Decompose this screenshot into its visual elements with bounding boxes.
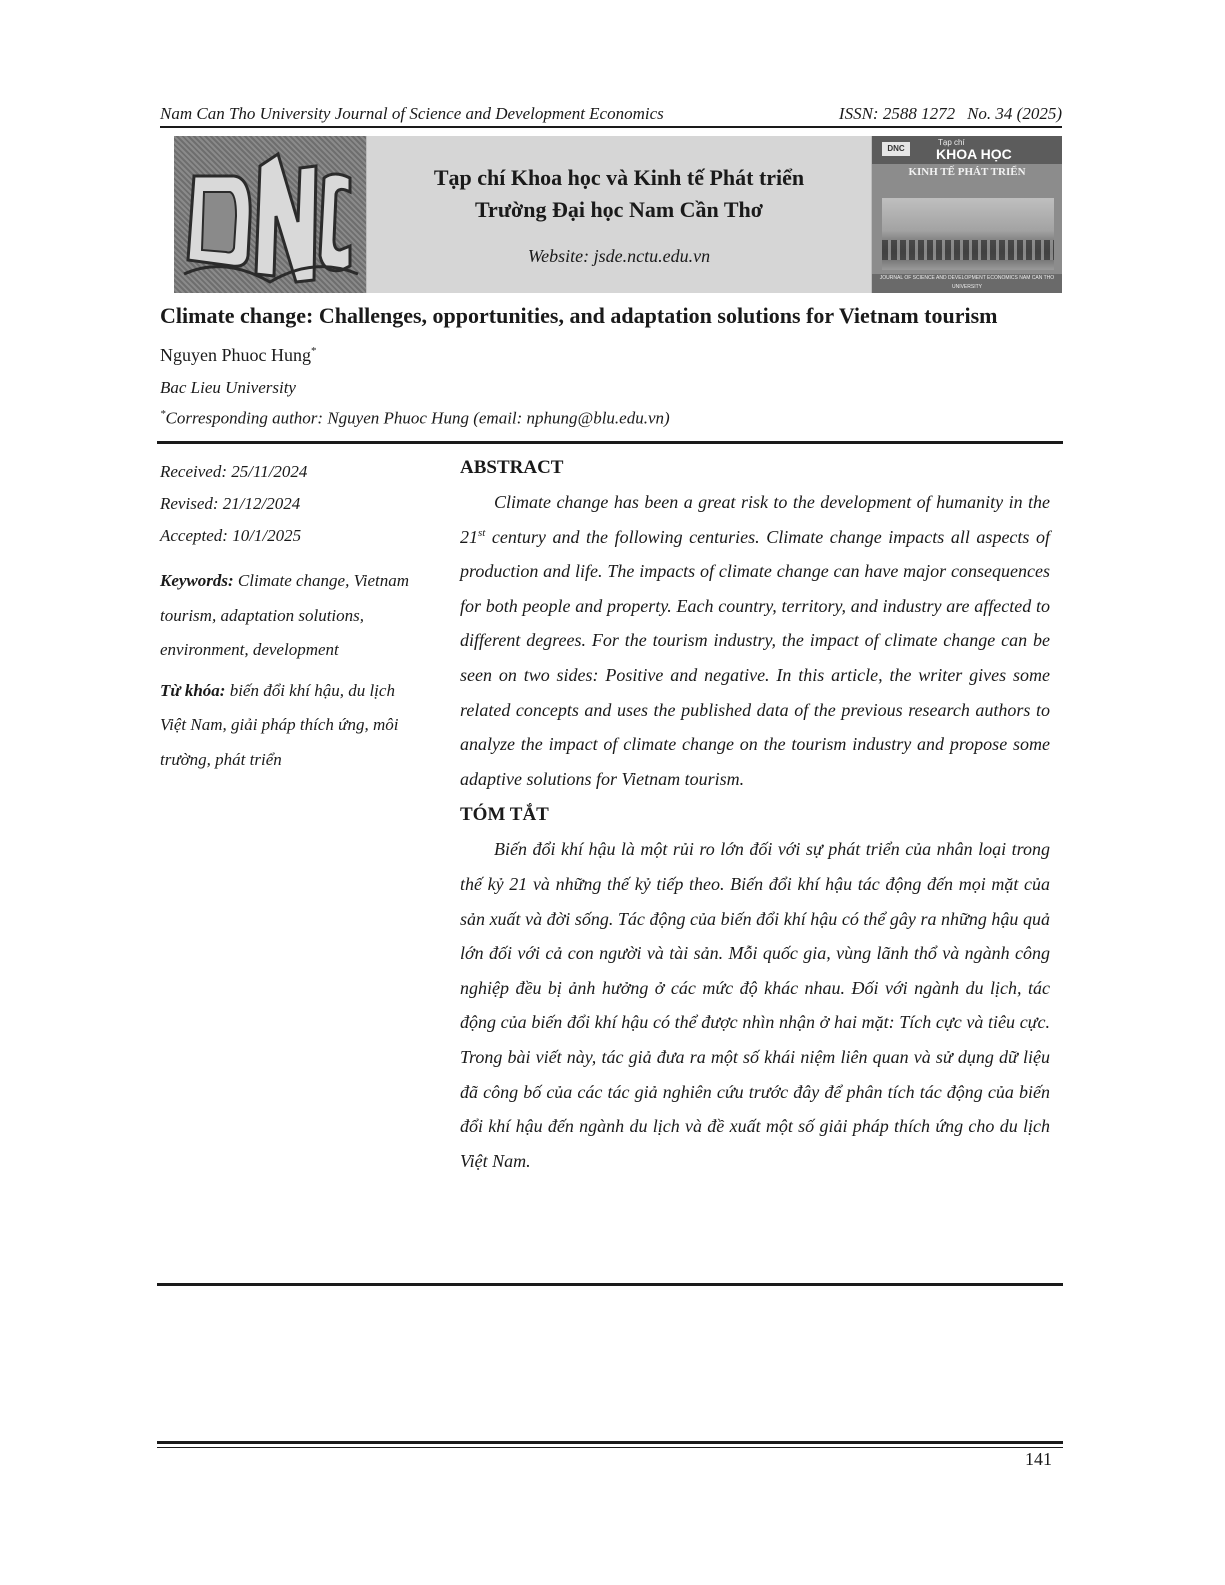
abstract-text-part1: Climate change has been a great risk to the development of humanity in the 21 <box>460 492 1050 547</box>
author-mark: * <box>311 345 317 357</box>
journal-name: Nam Can Tho University Journal of Science and Development Economics <box>160 104 664 123</box>
journal-banner <box>174 136 1062 293</box>
tomtat-body: Biến đổi khí hậu là một rủi ro lớn đối với sự phát triển của nhân loại trong thế kỷ 21 và những thế kỷ tiếp theo. Biến đổi khí hậu tác động đến mọi mặt của sản xuất và đời sống. Tác động của biến đổi khí hậu có thể gây ra những hậu quả lớn đối với cả con người và tài sản. Mỗi quốc gia, vùng lãnh thổ và ngành công nghiệp đều bị ảnh hưởng ở các mức độ khác nhau. Đối với ngành du lịch, tác động của biến đổi khí hậu có thể được nhìn nhận ở hai mặt: Tích cực và tiêu cực. Trong bài viết này, tác giả đưa ra một số khái niệm liên quan và sử dụng dữ liệu đã công bố của các tác giả nghiên cứu trước đây để phân tích tác động của biến đổi khí hậu đến ngành du lịch và đề xuất một số giải pháp thích ứng cho du lịch Việt Nam. <box>460 839 1050 1171</box>
footer-rule <box>157 1441 1063 1444</box>
cover-title: KHOA HỌC <box>936 146 1012 162</box>
tomtat-heading: TÓM TẮT <box>460 804 549 826</box>
journal-website: Website: jsde.nctu.edu.vn <box>527 246 711 266</box>
abstract-text-part2: century and the following centuries. Climate change impacts all aspects of production and life. The impacts of climate change can have major consequences for both people and property. Each country, territory, and industry are affected to different degrees. For the tourism industry, the impact of climate change can be seen on two sides: Positive and negative. In this article, the writer gives some related concepts and uses the published data of the previous research authors to analyze the impact of climate change on the tourism industry and propose some adaptive solutions for Vietnam tourism. <box>460 526 1050 789</box>
bottom-divider <box>157 1283 1063 1286</box>
revised-date: Revised: 21/12/2024 <box>160 494 301 513</box>
corresponding-author-line <box>160 408 670 429</box>
cover-small-title: Tạp chí <box>938 138 965 147</box>
author-line <box>160 345 317 366</box>
corresponding-author: Corresponding author: Nguyen Phuoc Hung (email: nphung@blu.edu.vn) <box>165 408 670 428</box>
cover-logo: DNC <box>882 142 910 156</box>
article-info-column <box>160 456 410 777</box>
tukhoa-block <box>160 674 410 778</box>
issn: ISSN: 2588 1272 <box>838 104 956 123</box>
top-divider <box>157 441 1063 444</box>
issue-number: No. 34 (2025) <box>967 104 1062 123</box>
banner-title-block <box>366 136 872 293</box>
issn-issue <box>827 104 1062 124</box>
tukhoa-label: Từ khóa: <box>160 680 226 700</box>
journal-cover-image <box>872 136 1062 293</box>
abstract-body <box>460 485 1050 796</box>
accepted-date: Accepted: 10/1/2025 <box>160 526 302 545</box>
article-title: Climate change: Challenges, opportunities, and adaptation solutions for Vietnam tourism <box>160 303 998 328</box>
article-dates <box>160 456 410 552</box>
page-number: 141 <box>1025 1449 1052 1469</box>
dnc-logo <box>174 136 366 293</box>
abstract-column <box>460 455 1050 1178</box>
cover-subtitle: KINH TẾ PHÁT TRIỂN <box>908 166 1026 178</box>
dnc-logo-icon <box>174 136 366 293</box>
abstract-sup: st <box>478 526 486 539</box>
cover-photo-people <box>882 240 1054 260</box>
tukhoa-list: biến đổi khí hậu, du lịch Việt Nam, giải pháp thích ứng, môi trường, phát triển <box>160 680 399 769</box>
abstract-heading: ABSTRACT <box>460 457 564 478</box>
running-header <box>160 100 1062 128</box>
author-name: Nguyen Phuoc Hung <box>160 345 311 365</box>
cover-bottom-text: JOURNAL OF SCIENCE AND DEVELOPMENT ECONOMICS NAM CAN THO UNIVERSITY <box>872 274 1062 293</box>
journal-vn-title-line1: Tạp chí Khoa học và Kinh tế Phát triển <box>433 165 805 190</box>
affiliation: Bac Lieu University <box>160 378 296 397</box>
footer-rule-thin <box>157 1447 1063 1448</box>
corresponding-mark: * <box>160 408 166 420</box>
keywords-block <box>160 564 410 668</box>
received-date: Received: 25/11/2024 <box>160 462 308 481</box>
keywords-list: Climate change, Vietnam tourism, adaptation solutions, environment, development <box>160 571 409 659</box>
journal-vn-title-line2: Trường Đại học Nam Cần Thơ <box>475 197 763 222</box>
keywords-label: Keywords: <box>160 571 234 590</box>
